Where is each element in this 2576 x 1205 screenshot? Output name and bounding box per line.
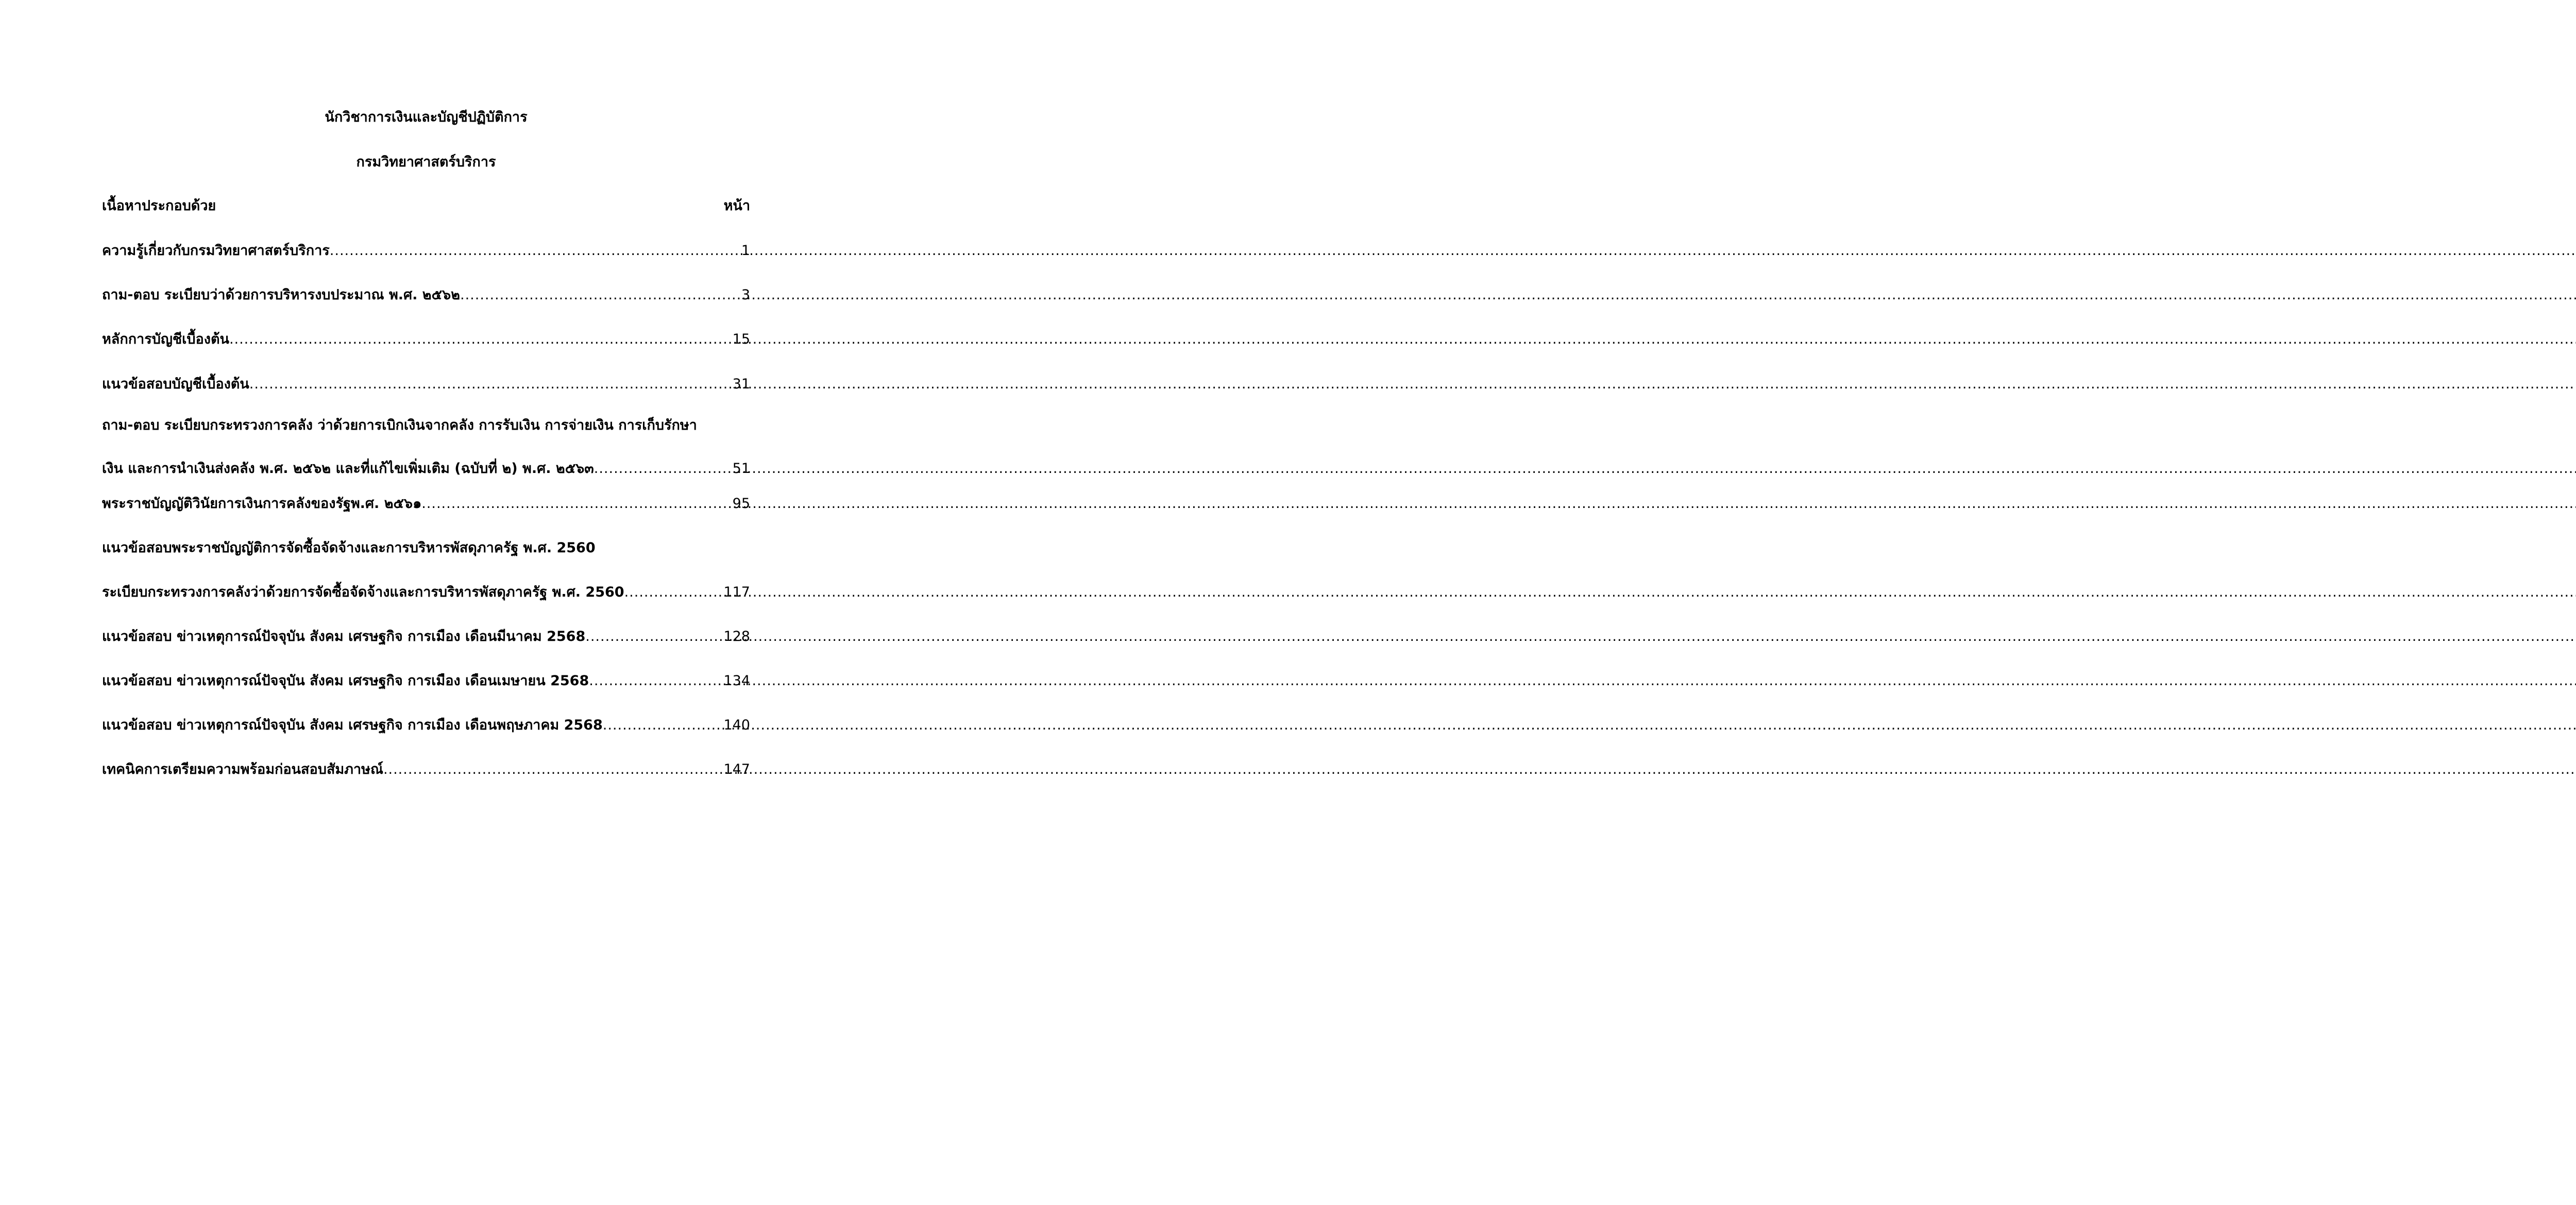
toc-header xyxy=(102,196,750,216)
document-page xyxy=(0,0,852,1205)
dot-leader xyxy=(624,582,723,603)
toc-page-number: 3 xyxy=(741,287,750,303)
toc-page-number: 128 xyxy=(723,629,750,644)
toc-entry-title: หลักการบัญชีเบื้องต้น xyxy=(102,331,229,347)
dot-leader xyxy=(229,329,732,350)
dot-leader xyxy=(585,626,722,647)
toc-entry-title: ถาม-ตอบ ระเบียบว่าด้วยการบริหารงบประมาณ พ.ศ. ๒๕๖๒ xyxy=(102,287,460,303)
toc-entry-title: ถาม-ตอบ ระเบียบกระทรวงการคลัง ว่าด้วยการเบิกเงินจากคลัง การรับเงิน การจ่ายเงิน การเก็บรักษา xyxy=(102,417,697,433)
dot-leader xyxy=(249,374,732,395)
toc-header-contents-label: เนื้อหาประกอบด้วย xyxy=(102,198,216,214)
toc-entry-title: ระเบียบกระทรวงการคลังว่าด้วยการจัดซื้อจัดจ้างและการบริหารพัสดุภาครัฐ พ.ศ. 2560 xyxy=(102,584,624,600)
toc-entry-title: เทคนิคการเตรียมความพร้อมก่อนสอบสัมภาษณ์ xyxy=(102,761,383,777)
dot-leader xyxy=(421,494,731,514)
toc-page-number: 117 xyxy=(723,584,750,600)
dot-leader xyxy=(589,671,722,691)
toc-page-number: 147 xyxy=(723,761,750,777)
toc-entry-title: พระราชบัญญัติวินัยการเงินการคลังของรัฐพ.ศ. ๒๕๖๑ xyxy=(102,496,422,512)
toc-page-number: 31 xyxy=(732,376,750,392)
toc-entry-title: แนวข้อสอบ ข่าวเหตุการณ์ปัจจุบัน สังคม เศรษฐกิจ การเมือง เดือนเมษายน 2568 xyxy=(102,673,589,689)
dot-leader xyxy=(594,459,732,479)
toc-entry-title: แนวข้อสอบพระราชบัญญัติการจัดซื้อจัดจ้างและการบริหารพัสดุภาครัฐ พ.ศ. 2560 xyxy=(102,540,596,556)
dot-leader xyxy=(383,759,723,780)
toc-page-number: 134 xyxy=(723,673,750,689)
toc-page-number: 95 xyxy=(732,496,750,512)
dot-leader xyxy=(460,285,740,306)
dot-leader xyxy=(603,715,723,736)
toc-entry-title: แนวข้อสอบ ข่าวเหตุการณ์ปัจจุบัน สังคม เศรษฐกิจ การเมือง เดือนพฤษภาคม 2568 xyxy=(102,717,603,733)
toc-entry-title: แนวข้อสอบบัญชีเบื้องต้น xyxy=(102,376,249,392)
toc-page-number: 15 xyxy=(732,331,750,347)
document-subtitle: กรมวิทยาศาสตร์บริการ xyxy=(356,154,496,170)
document-title: นักวิชาการเงินและบัญชีปฏิบัติการ xyxy=(325,109,528,125)
toc-entry-title: ความรู้เกี่ยวกับกรมวิทยาศาสตร์บริการ xyxy=(102,243,330,259)
toc-entry-title: เงิน และการนำเงินส่งคลัง พ.ศ. ๒๕๖๒ และที่แก้ไขเพิ่มเติม (ฉบับที่ ๒) พ.ศ. ๒๕๖๓ xyxy=(102,461,594,477)
toc-header-page-label: หน้า xyxy=(723,198,750,214)
toc-page-number: 140 xyxy=(723,717,750,733)
toc-page-number: 1 xyxy=(741,243,750,259)
toc-page-number: 51 xyxy=(732,461,750,477)
toc-entry-title: แนวข้อสอบ ข่าวเหตุการณ์ปัจจุบัน สังคม เศรษฐกิจ การเมือง เดือนมีนาคม 2568 xyxy=(102,629,586,644)
dot-leader xyxy=(330,241,740,261)
